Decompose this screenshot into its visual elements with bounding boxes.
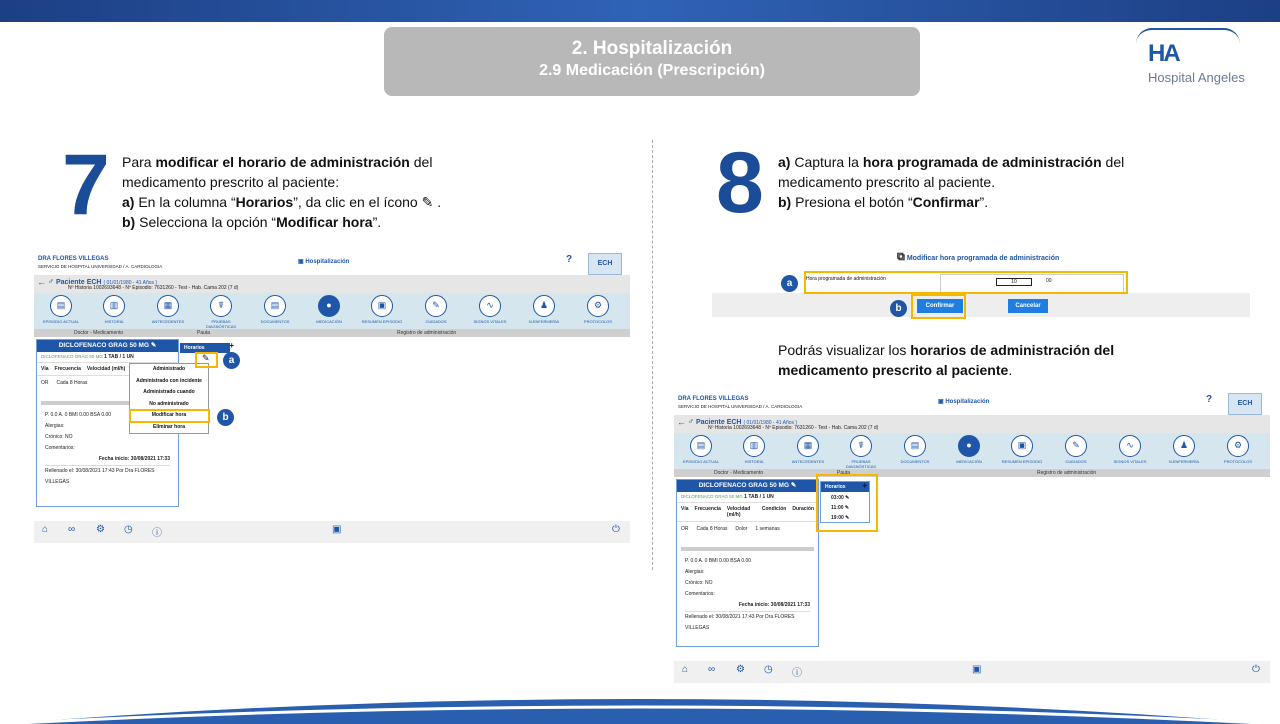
bottom-toolbar	[34, 521, 630, 543]
drug-card: DICLOFENACO GRAG 50 MG ✎ DICLOFENACO GRAG 50 MG 1 TAB / 1 UN Vía Frecuencia Velocidad (ml/h) OR Cada 8 Horas P. 0.0 A. 0 BMI 0.00 BSA 0.00 Alergias: Crónico: NO Comentarios: Fecha inicio: 30/08/2021 17:33 Rellenado el: 30/08/2021 17:43 Por Dra FLORES VILLEGAS	[36, 339, 179, 507]
step-7-number: 7	[62, 137, 110, 233]
bottom-toolbar-2	[674, 661, 1270, 683]
nav-documentos[interactable]: ▤ DOCUMENTOS	[250, 295, 300, 324]
edit-icon[interactable]: ✎	[790, 482, 797, 489]
archive-icon[interactable]: ▣	[972, 664, 982, 675]
drug-card-2: DICLOFENACO GRAG 50 MG ✎ DICLOFENACO GRAG 50 MG 1 TAB / 1 UN Vía Frecuencia Velocidad (ml/h) Condición Duración OR Cada 8 Horas Dolor 1 semanas P. 0.0 A. 0 BMI 0.00 BSA 0.00 Alergias: Crónico: NO Comentarios: Fecha inicio: 30/08/2021 17:33 Rellenado el: 30/08/2021 17:43 Por Dra FLORES VILLEGAS	[676, 479, 819, 647]
horario-item[interactable]: 11:00 ✎	[831, 505, 850, 511]
edit-square-icon: ⧉	[897, 251, 905, 263]
power-icon[interactable]: ⏻	[1252, 664, 1260, 675]
highlight-modificar	[129, 409, 210, 423]
gear-icon[interactable]: ⚙	[96, 524, 105, 535]
nav-resumen[interactable]: ▣ RESUMEN EPISODIO	[357, 295, 407, 324]
horario-item[interactable]: 03:00 ✎	[831, 495, 850, 501]
binoculars-icon[interactable]: ∞	[68, 524, 76, 535]
menu-no-administrado[interactable]: No administrado	[149, 400, 189, 407]
highlight-hour	[804, 271, 1128, 294]
home-icon[interactable]: ⌂	[42, 524, 49, 535]
page-title: 2. Hospitalización	[571, 38, 733, 59]
badge-a-8: a	[781, 275, 798, 292]
menu-administrado-incidente[interactable]: Administrado con incidente	[136, 377, 202, 384]
gear-icon[interactable]: ⚙	[736, 664, 745, 675]
hospital-icon: ▣	[298, 259, 304, 265]
badge-a: a	[223, 352, 240, 369]
add-icon[interactable]: +	[862, 481, 867, 490]
pencil-icon[interactable]: ✎	[202, 353, 210, 363]
pencil-icon: ✎	[421, 194, 434, 210]
menu-modificar-hora[interactable]: Modificar hora	[151, 412, 187, 418]
edit-icon[interactable]: ✎	[150, 342, 157, 349]
home-icon[interactable]: ⌂	[682, 664, 689, 675]
nav-pruebas[interactable]: ☤ PRUEBAS DIAGNÓSTICAS	[196, 295, 246, 329]
confirm-button[interactable]: Confirmar	[917, 299, 963, 313]
step-8-number: 8	[716, 135, 764, 231]
app-screenshot-left: DRA FLORES VILLEGAS SERVICIO DE HOSPITAL UNIVERSIDAD / A. CARDIOLOGIA ▣ Hospitalización ? ECH ← ♂ Paciente ECH ( 01/01/1980 - 41 Años ) Nº Historia 1002693648 - Nº Episodio: 7631260 - Test - Hab. Cama 202 (7 d) ▤ EPISODIO ACTUAL ▥ HISTORIA ▦ ANTECEDENTES ☤ PRUEBAS DIAGNÓSTICAS ▤ DOCUMENTOS ● MEDICACIÓN ▣ RESUMEN EPISODIO ✎ CUIDADOS ∿ SIGNOS VITALES ♟ N.ENFERMERÍA ⚙ PROTOCOLOS Doctor - Medicamento Pauta Registro de administración DICLOFENACO GRAG 50 MG ✎ DICLOFENACO GRAG 50 MG 1 TAB / 1 UN Vía Frecuencia Velocidad (ml/h) OR Cada 8 Horas P. 0.0 A. 0 BMI 0.00 BSA 0.00 Alergias: Crónico: NO Comentarios: Fecha inicio: 30/08/2021 17:33 Rellenado el: 30/08/2021 17:43 Por Dra FLORES VILLEGAS Horarios + ⌂ ∞ ⚙ ◷ ⓘ ▣ ⏻	[34, 253, 630, 543]
highlight-confirm	[911, 294, 966, 319]
help-button[interactable]: ?	[566, 254, 573, 265]
logo-mark: HA	[1148, 40, 1179, 67]
horario-item[interactable]: 19:00 ✎	[831, 515, 850, 521]
help-button-2[interactable]: ?	[1206, 394, 1213, 405]
highlight-horarios	[816, 474, 878, 532]
nav-medicacion[interactable]: ● MEDICACIÓN	[304, 295, 354, 324]
title-box	[384, 27, 920, 96]
badge-b-8: b	[890, 300, 907, 317]
binoculars-icon[interactable]: ∞	[708, 664, 716, 675]
badge-b: b	[217, 409, 234, 426]
back-arrow-icon[interactable]: ←	[37, 277, 46, 287]
nav-protocolos[interactable]: ⚙ PROTOCOLOS	[573, 295, 623, 324]
nav-bar	[34, 293, 630, 329]
nav-cuidados[interactable]: ✎ CUIDADOS	[411, 295, 461, 324]
doctor-name: DRA FLORES VILLEGAS	[38, 256, 109, 262]
hospital-icon: ▣	[938, 399, 944, 405]
minute-input[interactable]: 00	[1046, 278, 1052, 284]
power-icon[interactable]: ⏻	[612, 524, 620, 535]
bottom-swoosh	[0, 684, 1280, 724]
menu-administrado-cuando[interactable]: Administrado cuando	[143, 389, 195, 395]
info-icon[interactable]: ⓘ	[792, 668, 802, 679]
back-arrow-icon[interactable]: ←	[677, 417, 686, 427]
top-band	[0, 0, 1280, 22]
logo-name: Hospital Angeles	[1148, 70, 1245, 85]
ech-logo-2: ECH	[1228, 393, 1262, 415]
step-8-text: a) Captura la hora programada de administración del medicamento prescrito al paciente. b) Presiona el botón “Confirmar”.	[778, 154, 1125, 210]
step-7-text: Para modificar el horario de administración del medicamento prescrito al paciente: a) En la columna “Horarios”, da clic en el ícono ✎ . b) Selecciona la opción “Modificar hora”.	[122, 154, 442, 230]
nav-historia[interactable]: ▥ HISTORIA	[89, 295, 139, 324]
horarios-header: Horarios +	[180, 343, 230, 353]
archive-icon[interactable]: ▣	[332, 524, 342, 535]
info-icon[interactable]: ⓘ	[152, 528, 162, 539]
nav-episodio[interactable]: ▤ EPISODIO ACTUAL	[36, 295, 86, 324]
clock-icon[interactable]: ◷	[124, 524, 133, 535]
horario-menu	[129, 363, 209, 434]
horarios-panel: Horarios + 03:00 ✎ 11:00 ✎ 19:00 ✎	[820, 481, 870, 523]
menu-administrado[interactable]: Administrado	[152, 366, 186, 372]
cancel-button[interactable]: Cancelar	[1008, 299, 1048, 313]
modify-dialog: ⧉ Modificar hora programada de administración Hora programada de administración 10 00 Confirmar Cancelar	[712, 248, 1250, 318]
clock-icon[interactable]: ◷	[764, 664, 773, 675]
ech-logo: ECH	[588, 253, 622, 275]
result-text: Podrás visualizar los horarios de administración del medicamento prescrito al paciente.	[778, 342, 1115, 378]
menu-eliminar-hora[interactable]: Eliminar hora	[153, 423, 185, 430]
app-screenshot-right: DRA FLORES VILLEGAS SERVICIO DE HOSPITAL UNIVERSIDAD / A. CARDIOLOGIA ▣ Hospitalización ? ECH ← ♂ Paciente ECH ( 01/01/1980 - 41 Años ) Nº Historia 1002693648 - Nº Episodio: 7631260 - Test - Hab. Cama 202 (7 d) ▤ EPISODIO ACTUAL ▥ HISTORIA ▦ ANTECEDENTES ☤ PRUEBAS DIAGNÓSTICAS ▤ DOCUMENTOS ● MEDICACIÓN ▣ RESUMEN EPISODIO ✎ CUIDADOS ∿ SIGNOS VITALES ♟ N.ENFERMERÍA ⚙ PROTOCOLOS Doctor - Medicamento Pauta Registro de administración DICLOFENACO GRAG 50 MG ✎ DICLOFENACO GRAG 50 MG 1 TAB / 1 UN Vía Frecuencia Velocidad (ml/h) Condición Duración OR Cada 8 Horas Dolor 1 semanas P. 0.0 A. 0 BMI 0.00 BSA 0.00 Alergias: Crónico: NO Comentarios: Fecha inicio: 30/08/2021 17:33 Rellenado el: 30/08/2021 17:43 Por Dra FLORES VILLEGAS Horarios + 03:00 ✎ 11:00 ✎ 19:00 ✎ ⌂ ∞ ⚙ ◷ ⓘ ▣ ⏻	[674, 393, 1270, 683]
nav-signos[interactable]: ∿ SIGNOS VITALES	[465, 295, 515, 324]
hour-input[interactable]: 10	[996, 278, 1032, 286]
nav-enfermeria[interactable]: ♟ N.ENFERMERÍA	[519, 295, 569, 324]
divider	[652, 140, 653, 570]
nav-antecedentes[interactable]: ▦ ANTECEDENTES	[143, 295, 193, 324]
page-subtitle: 2.9 Medicación (Prescripción)	[539, 62, 765, 79]
hospital-logo	[1136, 28, 1254, 88]
add-icon[interactable]: +	[229, 341, 234, 350]
